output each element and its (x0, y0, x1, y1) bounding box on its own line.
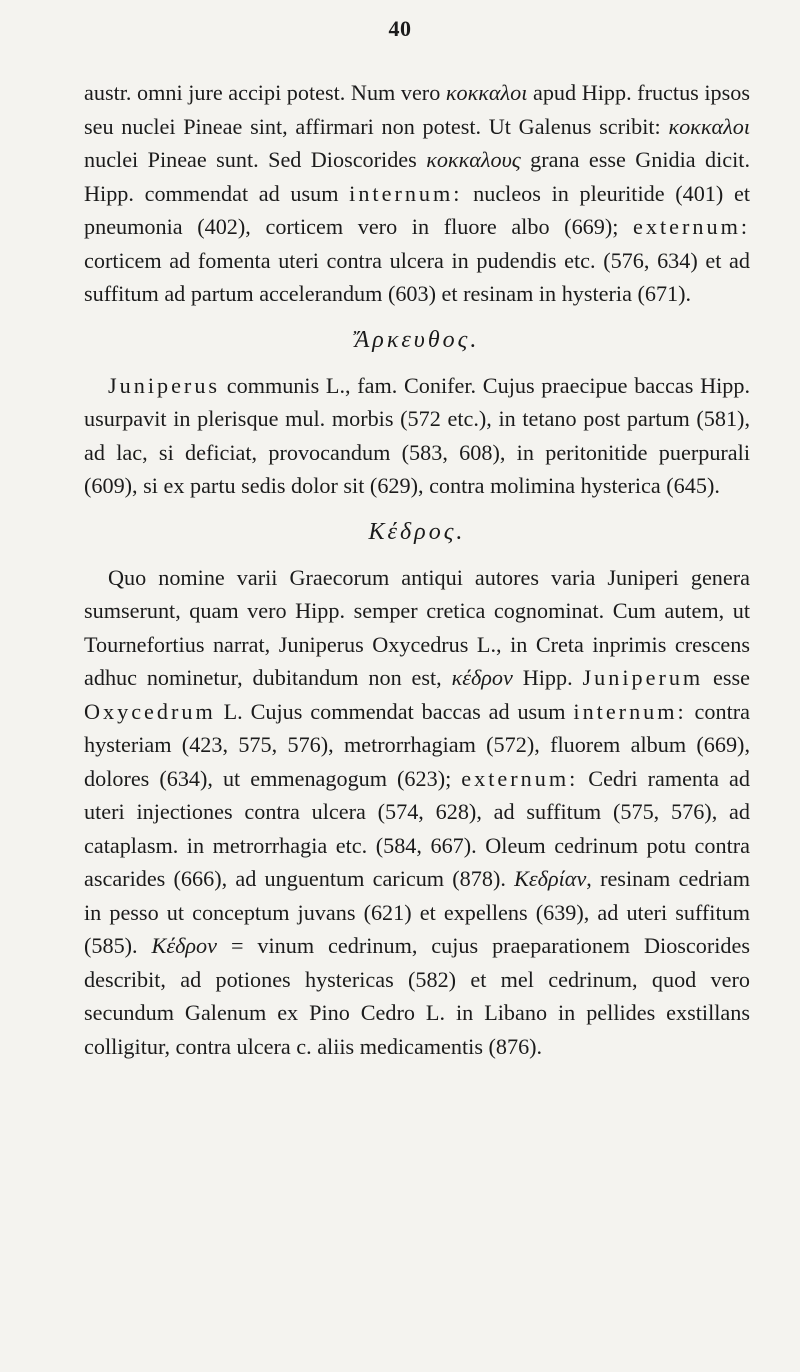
greek-term: κέδρον (451, 665, 513, 690)
spaced-term: Juniperus (108, 372, 221, 398)
paragraph-kokkaloi (84, 76, 750, 311)
greek-term: κοκκαλοι (445, 80, 528, 105)
text-run: grana esse Gnidia dicit. Hipp. commendat ad usum (84, 147, 751, 206)
spaced-term: externum: (461, 765, 579, 791)
text-run: apud Hipp. fructus ipsos seu nuclei Pineae sint, affirmari non potest. Ut Galenus scribit: (84, 80, 750, 139)
page-number: 40 (388, 16, 412, 41)
greek-term: Κέδρον (151, 933, 217, 958)
text-run: austr. omni jure accipi potest. Num vero (84, 80, 446, 105)
paragraph-kedros (84, 561, 750, 1064)
spaced-term: Juniperum (582, 665, 704, 690)
text-run: nuclei Pineae sunt. Sed Dioscorides (84, 147, 427, 172)
greek-term: κοκκαλοι (668, 113, 750, 139)
body-text (84, 76, 750, 1063)
text-run: Quo nomine varii Graecorum antiqui autores varia Juniperi genera sumserunt, quam vero Hipp. semper cretica cognominat. Cum autem, ut Tournefortius narrat, Juniperus Oxycedrus L., in Creta inprimis crescens adhuc nominetur, dubitandum non est, (84, 564, 750, 690)
text-run: nucleos in pleuritide (401) et pneumonia (402), corticem vero in fluore albo (669); (84, 180, 750, 239)
greek-term: Κεδρίαν (514, 866, 587, 891)
greek-term: κοκκαλους (426, 147, 521, 172)
text-run: Cedri ramenta ad uteri injectiones contra ulcera (574, 628), ad suffitum (575, 576), ad cataplasm. in metrorrhagia etc. (584, 667). Oleum cedrinum potu contra ascarides (666), ad unguentum caricum (878). (84, 765, 750, 891)
spaced-term: internum: (349, 180, 463, 206)
text-run: communis L., fam. Conifer. Cujus praecipue baccas Hipp. usurpavit in plerisque mul. morbis (572 etc.), in tetano post partum (581), ad lac, si deficiat, provocandum (583, 608), in peritonitide puerpurali (609), si ex partu sedis dolor sit (629), contra molimina hysterica (645). (84, 372, 750, 498)
text-run: Hipp. (512, 665, 583, 690)
text-run: contra hysteriam (423, 575, 576), metrorrhagiam (572), fluorem album (669), dolores (634), ut emmenagogum (623); (84, 698, 750, 791)
section-heading-arkeuthos: Ἄρκευθος. (354, 326, 480, 353)
text-run: , resinam cedriam in pesso ut conceptum juvans (621) et expellens (639), ad uteri suffitum (585). (84, 866, 750, 958)
text-run: esse (703, 665, 751, 690)
text-run: L. Cujus commendat baccas ad usum (215, 698, 574, 724)
text-run: = vinum cedrinum, cujus praeparationem Dioscorides describit, ad potiones hystericas (582) et mel cedrinum, quod vero secundum Galenum ex Pino Cedro L. in Libano in pellides exstillans colligitur, contra ulcera c. aliis medicamentis (876). (84, 933, 750, 1059)
spaced-term: internum: (573, 698, 687, 724)
spaced-term: Oxycedrum (84, 698, 216, 724)
text-run: corticem ad fomenta uteri contra ulcera in pudendis etc. (576, 634) et ad suffitum ad partum accelerandum (603) et resinam in hysteria (671). (84, 247, 750, 306)
section-heading-kedros: Κέδρος. (368, 518, 466, 545)
paragraph-juniperus (84, 369, 750, 503)
spaced-term: externum: (633, 214, 750, 239)
